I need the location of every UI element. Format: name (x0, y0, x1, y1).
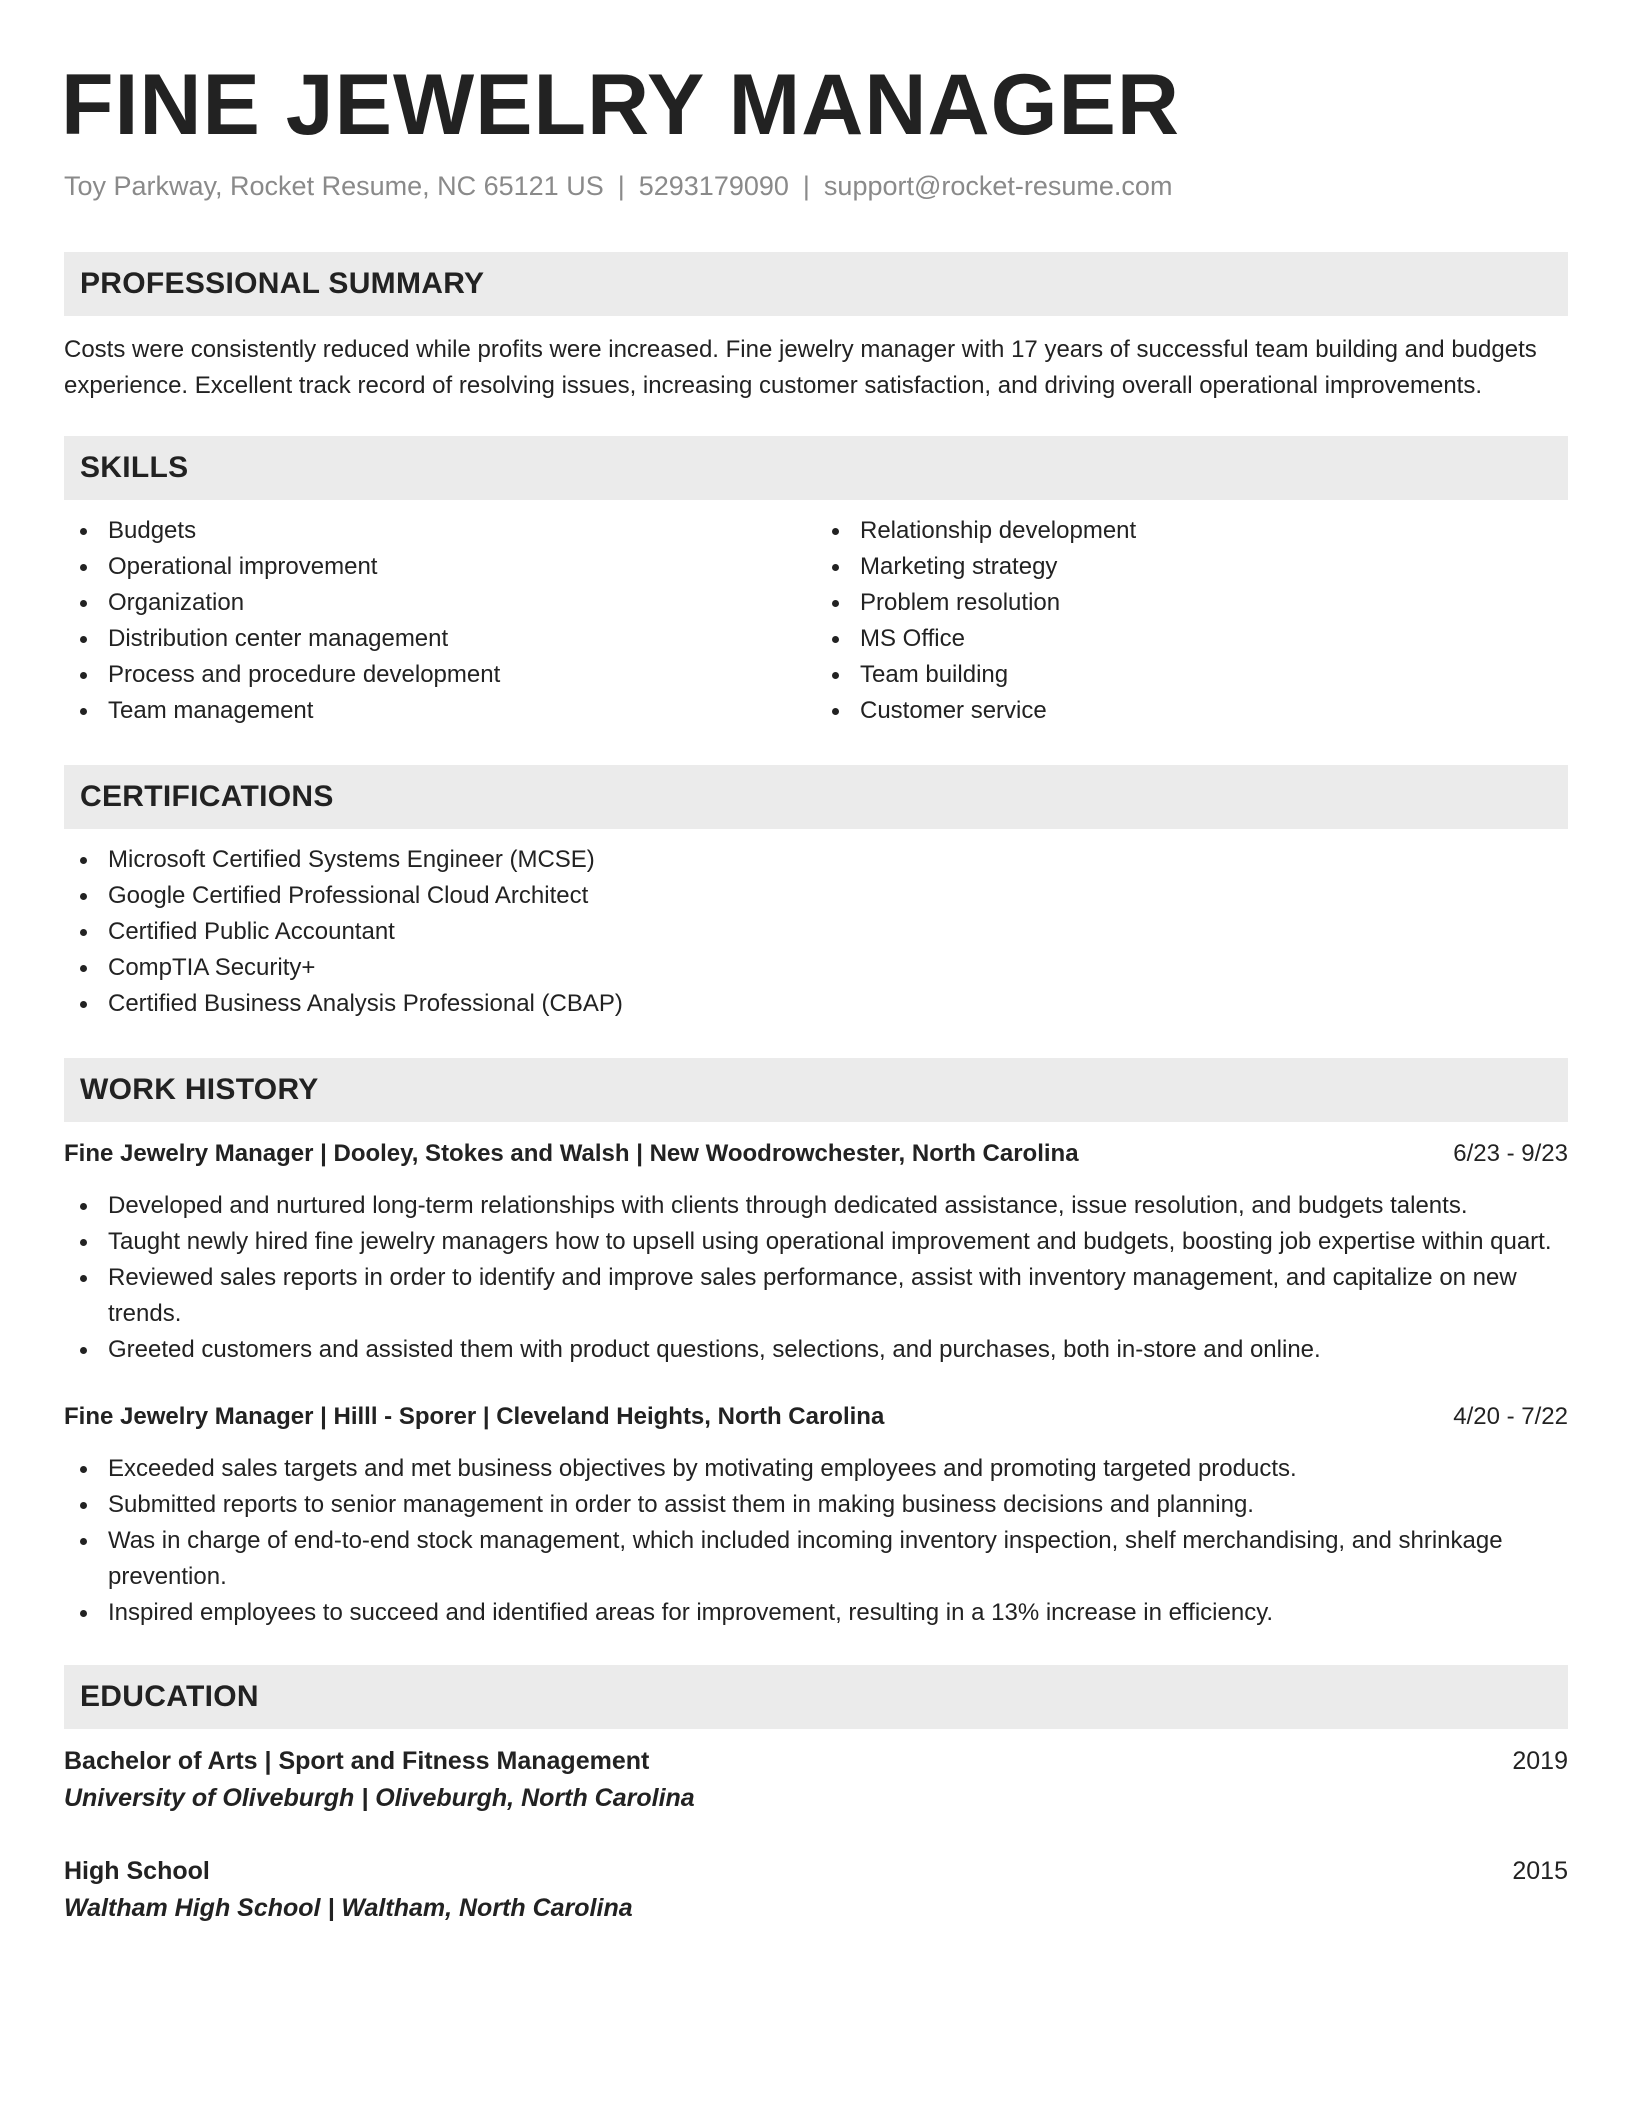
education-heading-row (64, 1853, 1568, 1890)
education-degree: Bachelor of Arts | Sport and Fitness Management (64, 1747, 650, 1776)
contact-phone: 5293179090 (638, 171, 789, 201)
education-year: 2019 (1512, 1747, 1568, 1776)
job-bullets (64, 1451, 1568, 1631)
job-bullet: Submitted reports to senior management in order to assist them in making business decisions and planning. (64, 1487, 1568, 1523)
section-header-summary: PROFESSIONAL SUMMARY (64, 252, 1568, 316)
education-degree: High School (64, 1857, 210, 1886)
education-school: Waltham High School | Waltham, North Carolina (64, 1894, 633, 1923)
section-header-work-history: WORK HISTORY (64, 1058, 1568, 1122)
job-bullet: Exceeded sales targets and met business objectives by motivating employees and promoting targeted products. (64, 1451, 1568, 1487)
job-bullet: Taught newly hired fine jewelry managers how to upsell using operational improvement and budgets, boosting job expertise within quart. (64, 1224, 1568, 1260)
education-year: 2015 (1512, 1857, 1568, 1886)
skills-column-right (816, 513, 1568, 729)
job-bullet: Was in charge of end-to-end stock management, which included incoming inventory inspection, shelf merchandising, and shrinkage prevention. (64, 1523, 1568, 1595)
skill-item: Customer service (816, 693, 1568, 729)
job-dates: 4/20 - 7/22 (1453, 1403, 1568, 1431)
skill-item: Process and procedure development (64, 657, 816, 693)
summary-text: Costs were consistently reduced while profits were increased. Fine jewelry manager with 17 years of successful team building and budgets experience. Excellent track record of resolving issues, increasing customer satisfaction, and driving overall operational improvements. (64, 336, 1537, 400)
job-heading: Fine Jewelry Manager | Hilll - Sporer | Cleveland Heights, North Carolina (64, 1403, 885, 1431)
skill-item: Marketing strategy (816, 549, 1568, 585)
skill-item: Operational improvement (64, 549, 816, 585)
education-heading-row (64, 1743, 1568, 1780)
certification-item: Google Certified Professional Cloud Architect (64, 878, 1568, 914)
contact-address: Toy Parkway, Rocket Resume, NC 65121 US (64, 171, 604, 201)
skill-item: Budgets (64, 513, 816, 549)
skill-item: Relationship development (816, 513, 1568, 549)
skill-item: Problem resolution (816, 585, 1568, 621)
skill-item: Team management (64, 693, 816, 729)
education-school: University of Oliveburgh | Oliveburgh, North Carolina (64, 1784, 695, 1813)
job-dates: 6/23 - 9/23 (1453, 1140, 1568, 1168)
contact-separator: | (802, 171, 810, 201)
job-heading-row (64, 1399, 1568, 1435)
skill-item: MS Office (816, 621, 1568, 657)
section-header-certifications: CERTIFICATIONS (64, 765, 1568, 829)
certification-item: Certified Business Analysis Professional (CBAP) (64, 986, 1568, 1022)
certifications-list (64, 842, 1568, 1022)
education-entry (64, 1743, 1568, 1817)
skills-grid (64, 513, 1568, 729)
skill-item: Distribution center management (64, 621, 816, 657)
certification-item: Certified Public Accountant (64, 914, 1568, 950)
job-bullet: Greeted customers and assisted them with product questions, selections, and purchases, both in-store and online. (64, 1332, 1568, 1368)
job-bullets (64, 1188, 1568, 1368)
job-bullet: Developed and nurtured long-term relationships with clients through dedicated assistance, issue resolution, and budgets talents. (64, 1188, 1568, 1224)
job-heading-row (64, 1136, 1568, 1172)
section-header-education: EDUCATION (64, 1665, 1568, 1729)
contact-line (64, 170, 1568, 202)
contact-separator: | (617, 171, 625, 201)
skill-item: Team building (816, 657, 1568, 693)
job-bullet: Inspired employees to succeed and identified areas for improvement, resulting in a 13% increase in efficiency. (64, 1595, 1568, 1631)
certification-item: CompTIA Security+ (64, 950, 1568, 986)
resume-title: FINE JEWELRY MANAGER (61, 57, 1180, 153)
job-heading: Fine Jewelry Manager | Dooley, Stokes and Walsh | New Woodrowchester, North Carolina (64, 1140, 1079, 1168)
contact-email: support@rocket-resume.com (823, 171, 1173, 201)
section-header-skills: SKILLS (64, 436, 1568, 500)
job-bullet: Reviewed sales reports in order to identify and improve sales performance, assist with inventory management, and capitalize on new trends. (64, 1260, 1568, 1332)
certification-item: Microsoft Certified Systems Engineer (MCSE) (64, 842, 1568, 878)
skill-item: Organization (64, 585, 816, 621)
job-entry (64, 1399, 1568, 1631)
education-entry (64, 1853, 1568, 1927)
job-entry (64, 1136, 1568, 1368)
skills-column-left (64, 513, 816, 729)
